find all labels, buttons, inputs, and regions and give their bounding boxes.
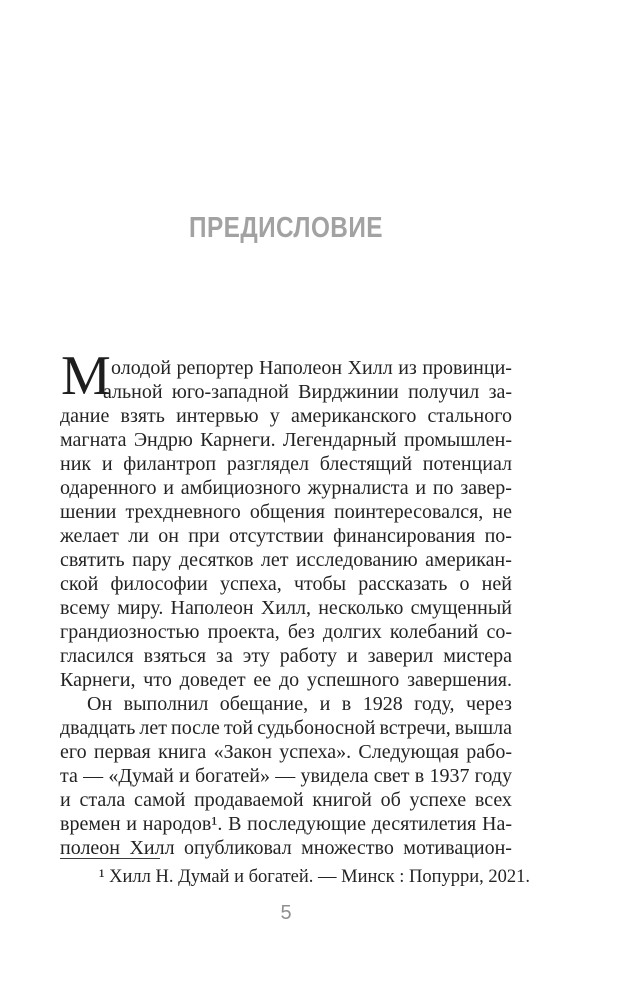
text-line: полеон Хилл опубликовал множество мотивацион- bbox=[60, 837, 512, 859]
text-line: времен и народов¹. В последующие десятилетия На- bbox=[60, 813, 512, 835]
footnote-separator bbox=[60, 858, 160, 859]
text-line: олодой репортер Наполеон Хилл из провинци- bbox=[111, 357, 512, 379]
text-line: шении трехдневного общения поинтересовался, не bbox=[60, 501, 512, 523]
body-text bbox=[60, 345, 512, 860]
text-line: дание взять интервью у американского стального bbox=[60, 405, 512, 427]
paragraph bbox=[60, 692, 512, 860]
text-line: гласился взяться за эту работу и заверил мистера bbox=[60, 645, 512, 667]
text-line: двадцать лет после той судьбоносной встречи, вышла bbox=[60, 717, 512, 739]
text-line: святить пару десятков лет исследованию американ- bbox=[60, 549, 512, 571]
text-line: желает ли он при отсутствии финансирования по- bbox=[60, 525, 512, 547]
text-line: и стала самой продаваемой книгой об успехе всех bbox=[60, 789, 512, 811]
paragraph bbox=[60, 345, 512, 692]
text-line: Он выполнил обещание, и в 1928 году, через bbox=[87, 693, 512, 715]
drop-cap: М bbox=[61, 345, 111, 407]
text-line: одаренного и амбициозного журналиста и по завер- bbox=[60, 477, 512, 499]
text-line: ской философии успеха, чтобы рассказать о ней bbox=[60, 573, 512, 595]
page-number: 5 bbox=[280, 902, 292, 924]
text-line: всему миру. Наполеон Хилл, несколько смущенный bbox=[60, 597, 512, 619]
chapter-heading: ПРЕДИСЛОВИЕ bbox=[189, 212, 383, 244]
footnote bbox=[60, 858, 531, 889]
footnote-text: ¹ Хилл Н. Думай и богатей. — Минск : Попурри, 2021. bbox=[99, 867, 531, 887]
text-line: грандиозностью проекта, без долгих колебаний со- bbox=[60, 621, 512, 643]
text-line: та — «Думай и богатей» — увидела свет в 1937 году bbox=[60, 765, 512, 787]
text-line: ник и филантроп разглядел блестящий потенциал bbox=[60, 453, 512, 475]
text-line: его первая книга «Закон успеха». Следующая рабо- bbox=[60, 741, 512, 763]
text-line: Карнеги, что доведет ее до успешного завершения. bbox=[60, 669, 512, 691]
text-line: альной юго-западной Вирджинии получил за- bbox=[103, 381, 512, 403]
text-line: магната Эндрю Карнеги. Легендарный промышлен- bbox=[60, 429, 512, 451]
